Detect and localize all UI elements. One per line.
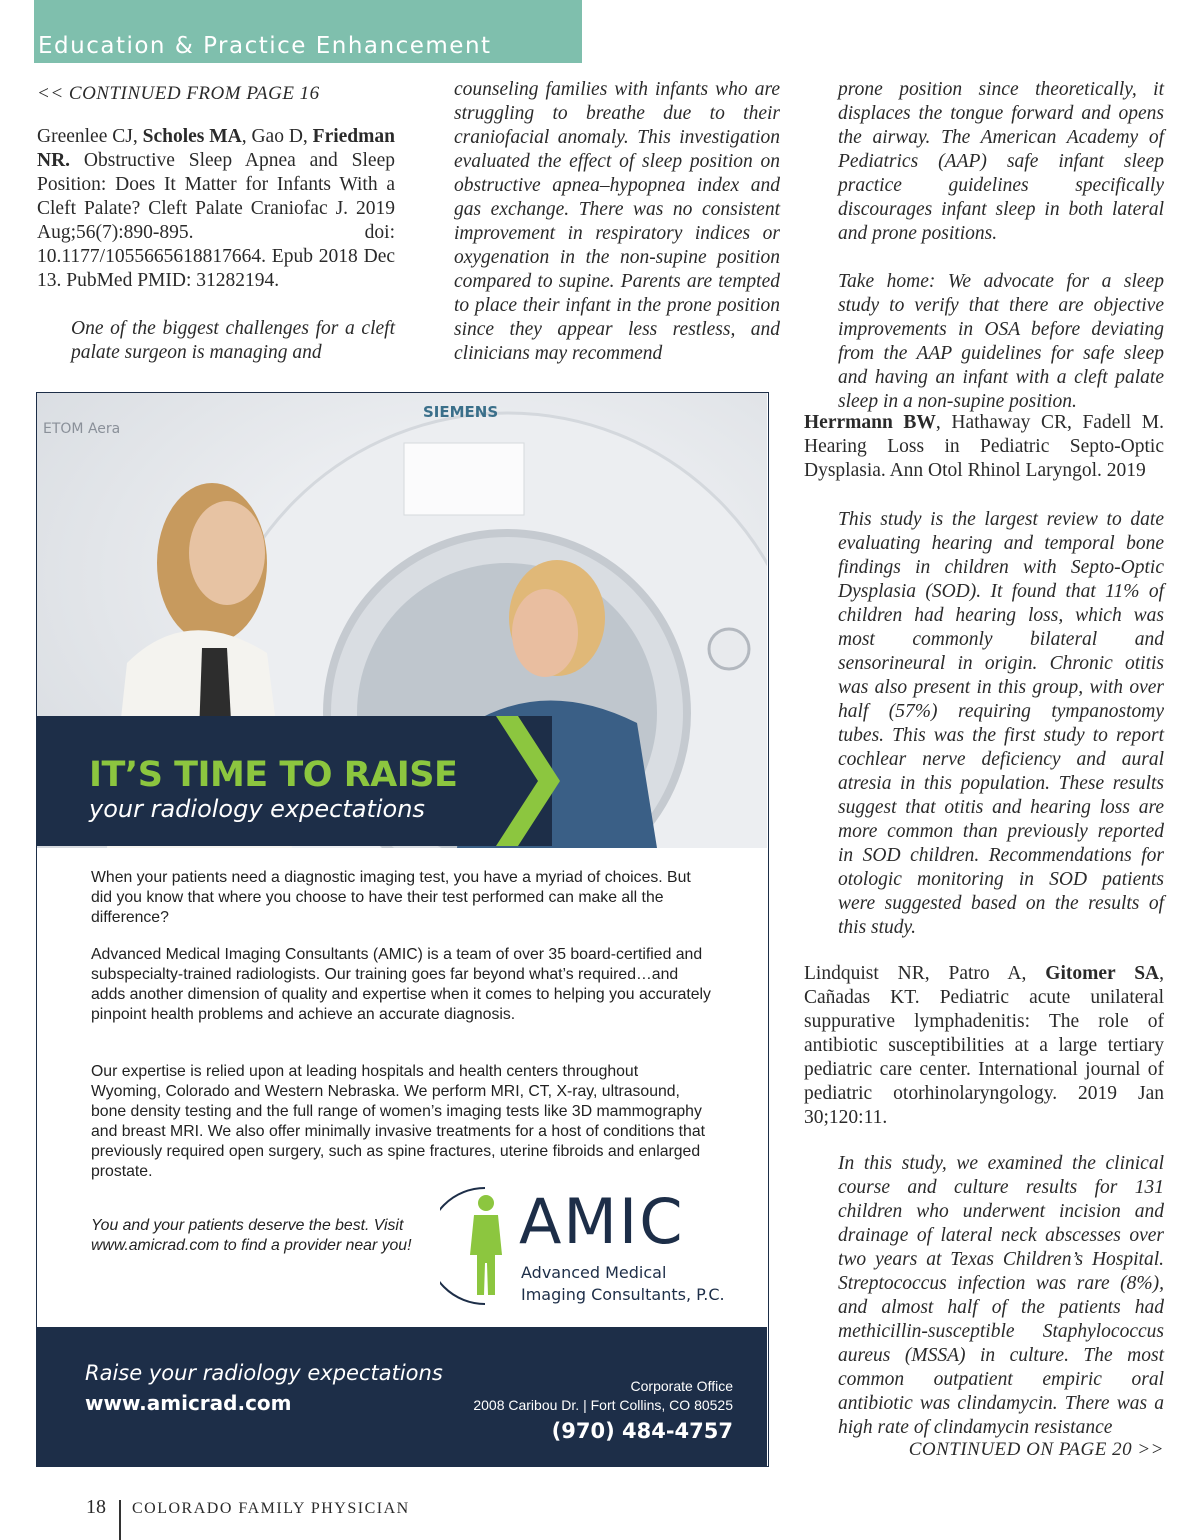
citation-2: Herrmann BW, Hathaway CR, Fadell M. Hearing Loss in Pediatric Septo-Optic Dysplasia. Ann Otol Rhinol Laryngol. 2019	[804, 412, 1164, 481]
ad-paragraph-1: When your patients need a diagnostic imaging test, you have a myriad of choices. But did you know that where you choose to have their test performed can make all the difference?	[91, 869, 691, 926]
citation-1: Greenlee CJ, Scholes MA, Gao D, Friedman NR. Obstructive Sleep Apnea and Sleep Position: Does It Matter for Infants With a Cleft Palate? Cleft Palate Craniofac J. 2019 Aug;56(7):890-895. doi: 10.1177/1055665618817664. Epub 2018 Dec 13. PubMed PMID: 31282194.	[37, 126, 395, 291]
continued-from: << CONTINUED FROM PAGE 16	[37, 83, 320, 104]
summary-3: In this study, we examined the clinical course and culture results for 131 children who underwent incision and drainage of lateral neck abscesses over two years at Texas Children’s Hospital. Streptococcus infection was rare (8%), and almost half of the patients had methicillin-susceptible Staphylococcus aureus (MSSA) in culture. The most common outpatient empiric oral antibiotic was clindamycin. There was a high rate of clindamycin resistance	[838, 1153, 1164, 1438]
ad-paragraph-4: You and your patients deserve the best. Visit www.amicrad.com to find a provider near you!	[91, 1217, 412, 1254]
ad-paragraph-3: Our expertise is relied upon at leading hospitals and health centers throughout Wyoming, Colorado and Western Nebraska. We perform MRI, CT, X-ray, ultrasound, bone density testing and the full range of women’s imaging tests like 3D mammography and breast MRI. We also offer minimally invasive treatments for a host of conditions that previously required open surgery, such as spine fractures, uterine fibroids and enlarged prostate.	[91, 1063, 706, 1180]
office-label: Corporate Office	[630, 1378, 733, 1394]
section-header	[34, 0, 582, 63]
summary-1-continued: counseling families with infants who are struggling to breathe due to their craniofacial anomaly. This investigation evaluated the effect of sleep position on obstructive apnea–hypopnea index and gas exchange. There was no consistent improvement in respiratory indices or oxygenation in the non-supine position compared to supine. Parents are tempted to place their infant in the prone position since they appear less restless, and clinicians may recommend	[454, 79, 780, 364]
continued-on: CONTINUED ON PAGE 20 >>	[908, 1439, 1164, 1460]
ad-phone[interactable]: (970) 484-4757	[551, 1419, 733, 1443]
ad-website[interactable]: www.amicrad.com	[85, 1391, 292, 1415]
ad-paragraph-2: Advanced Medical Imaging Consultants (AMIC) is a team of over 35 board-certified and subspecialty-trained radiologists. Our training goes far beyond what’s required…and adds another dimension of quality and expertise when it comes to helping you accurately pinpoint health problems and achieve an accurate diagnosis.	[91, 946, 711, 1023]
amic-logo-text: AMIC	[519, 1185, 685, 1258]
citation-3: Lindquist NR, Patro A, Gitomer SA, Cañadas KT. Pediatric acute unilateral suppurative lymphadenitis: The role of antibiotic susceptibilities at a large tertiary pediatric care center. International journal of pediatric otorhinolaryngology. 2019 Jan 30;120:11.	[804, 963, 1165, 1128]
page-number: 18	[86, 1496, 106, 1518]
ad-subhead: your radiology expectations	[89, 795, 425, 823]
section-title: Education & Practice Enhancement	[38, 33, 492, 59]
publication-title: COLORADO FAMILY PHYSICIAN	[132, 1500, 410, 1517]
summary-2: This study is the largest review to date evaluating hearing and temporal bone findings in children with Septo-Optic Dysplasia (SOD). It found that 11% of children had hearing loss, which was most commonly bilateral and sensorineural in origin. Chronic otitis was also present in this group, with over half (57%) requiring tympanostomy tubes. This was the first study to report cochlear nerve deficiency and aural atresia in this population. These results suggest that otitis and hearing loss are more common than previously reported in SOD children. Recommendations for otologic monitoring in SOD patients were suggested based on the results of this study.	[838, 509, 1164, 938]
scanner-label: ETOM Aera	[43, 421, 121, 437]
office-address: 2008 Caribou Dr. | Fort Collins, CO 80525	[473, 1397, 733, 1413]
summary-1-end: prone position since theoretically, it displaces the tongue forward and opens the airway. The American Academy of Pediatrics (AAP) safe infant sleep practice guidelines specifically discourages infant sleep in both lateral and prone positions. Take home: We advocate for a sleep study to verify that there are objective improvements in OSA before deviating from the AAP guidelines for safe sleep and having an infant with a cleft palate sleep in a non-supine position.	[838, 79, 1164, 412]
amic-advertisement	[36, 392, 769, 1467]
footer-divider	[119, 1500, 121, 1540]
amic-logo-subtitle: Advanced Medical Imaging Consultants, P.C.	[521, 1263, 725, 1304]
ad-footer	[37, 1327, 767, 1467]
summary-1-start: One of the biggest challenges for a cleft palate surgeon is managing and	[71, 318, 395, 363]
chevron-icon	[496, 716, 566, 846]
ad-tagline: Raise your radiology expectations	[85, 1361, 443, 1385]
take-home: Take home: We advocate for a sleep study to verify that there are objective improvements in OSA before deviating from the AAP guidelines for safe sleep and having an infant with a cleft palate sleep in a non-supine position.	[838, 271, 1164, 412]
siemens-label: SIEMENS	[423, 403, 499, 421]
ad-headline: IT’S TIME TO RAISE	[89, 755, 458, 795]
amic-logo-figure-icon	[440, 1185, 522, 1307]
